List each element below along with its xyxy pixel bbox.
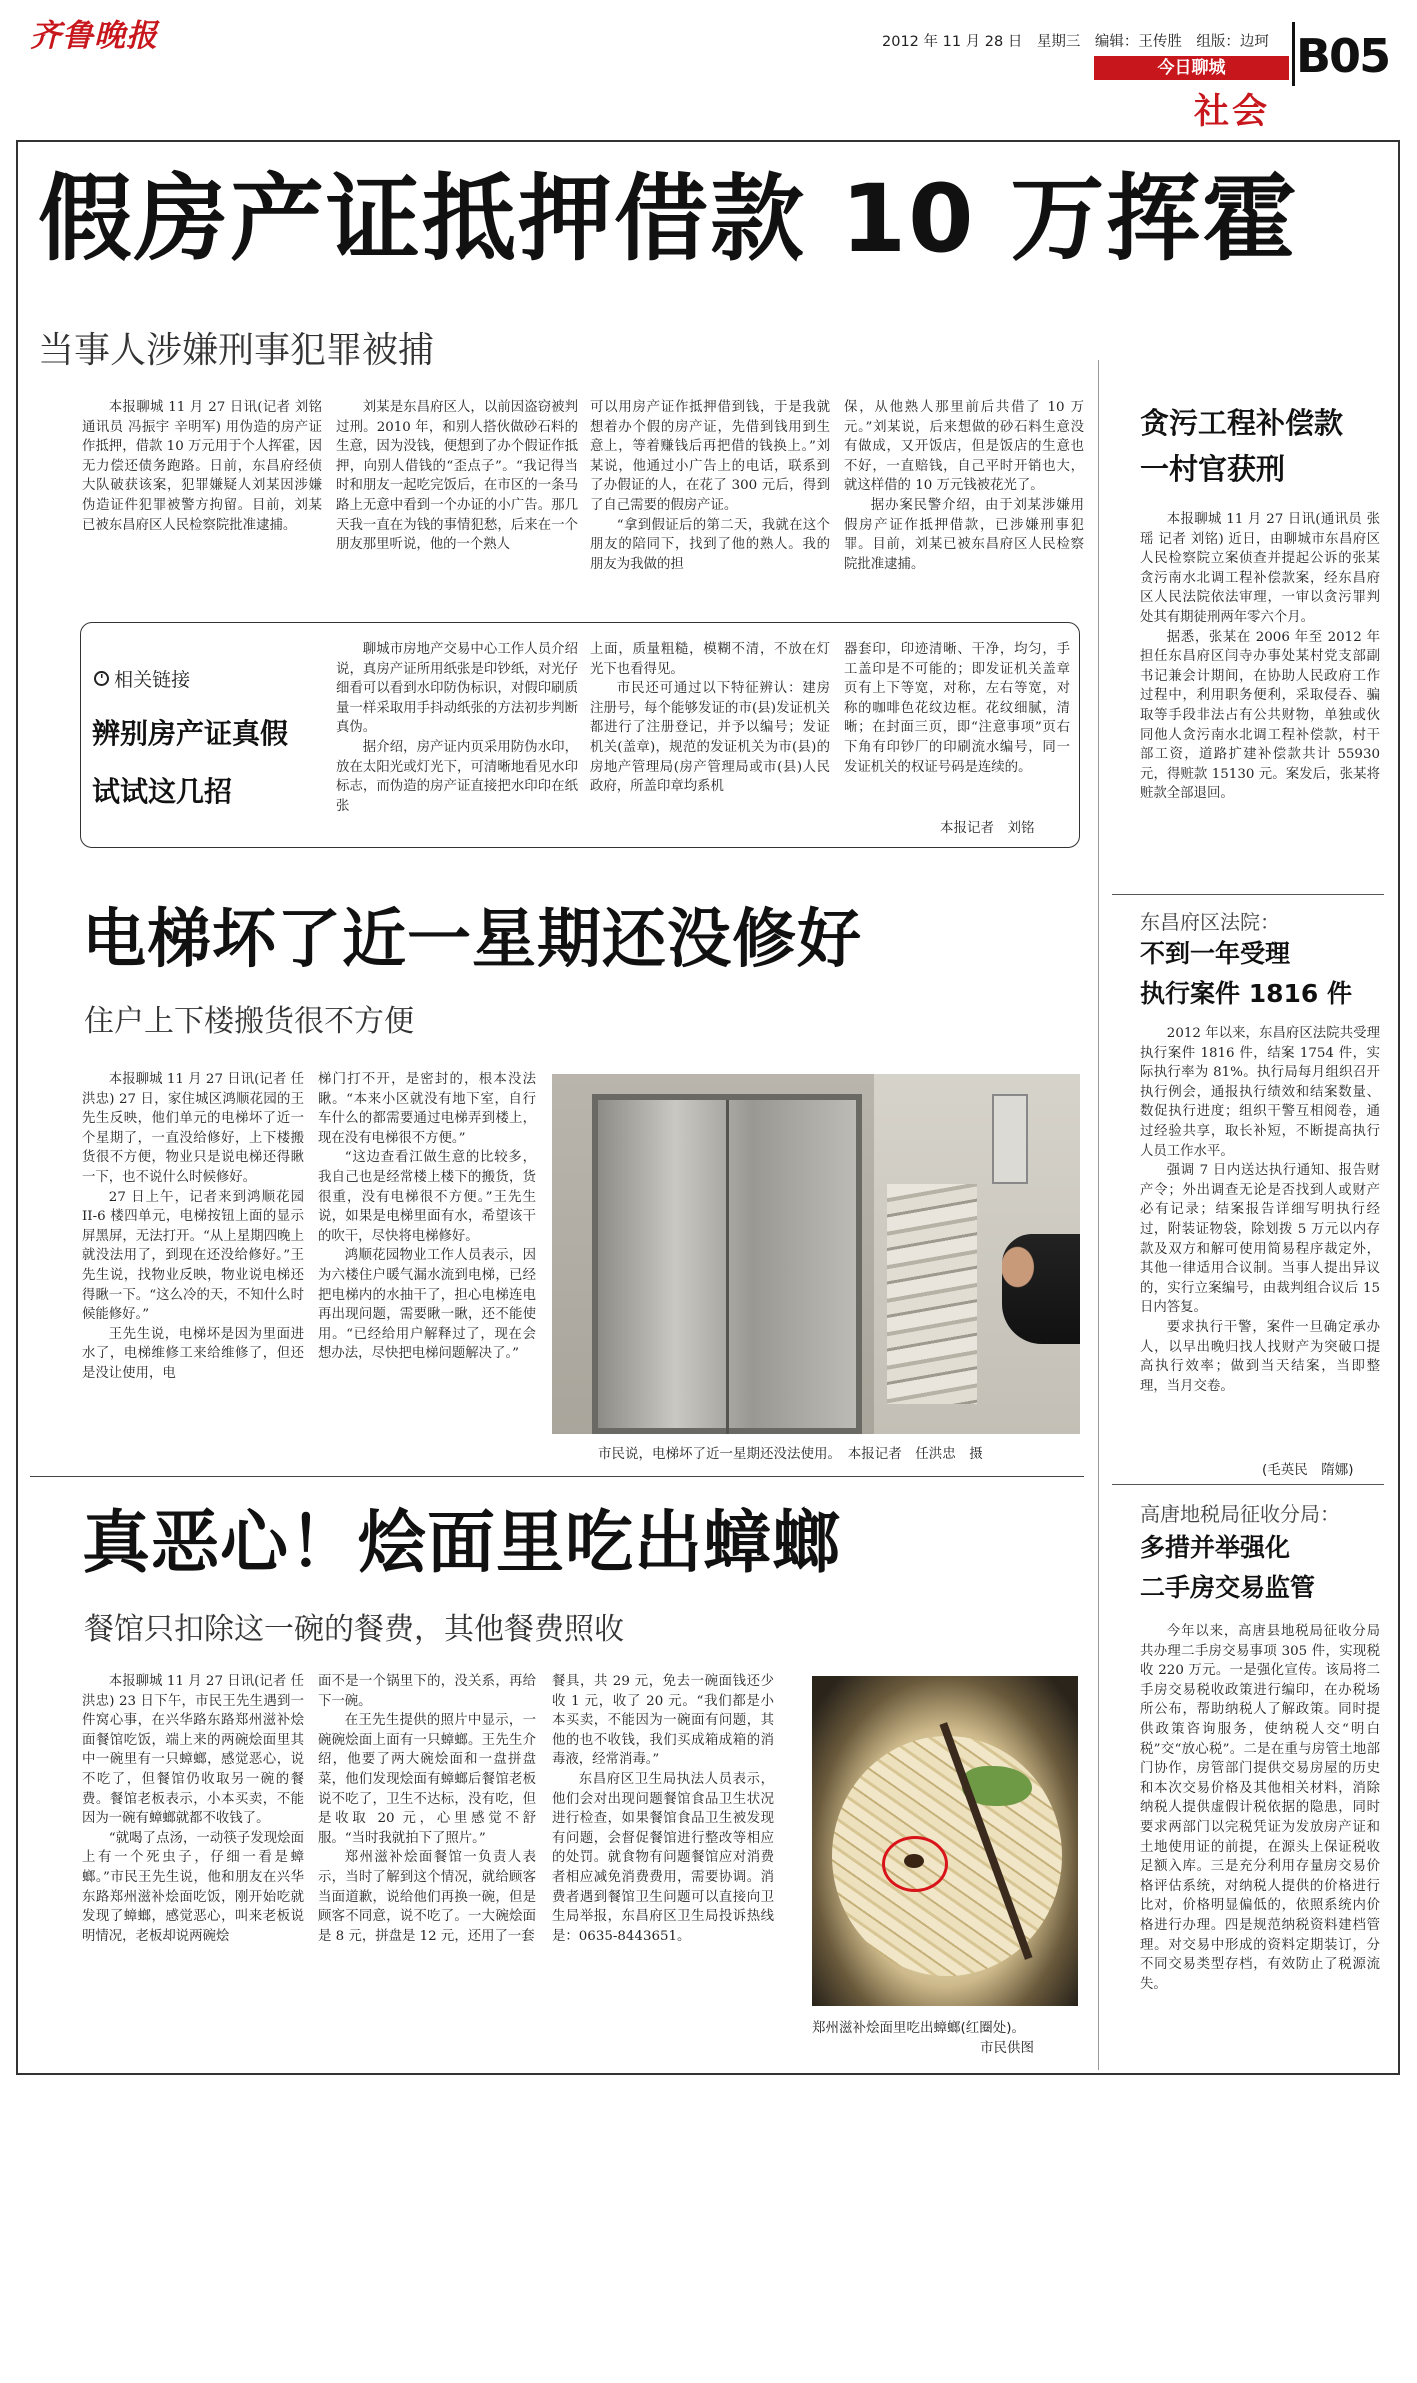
article3-col2 [318,1672,536,2052]
sidebar-story3-title [1140,1528,1390,1608]
sidebar-story1-p1: 本报聊城 11 月 27 日讯(通讯员 张瑶 记者 刘铭) 近日，由聊城市东昌府区人民检察院立案侦查并提起公诉的张某贪污南水北调工程补偿款案，经东昌府区人民法院依法审理，一审以贪污罪判处其有期徒刑两年零六个月。 [1140,512,1380,625]
article1-col3 [590,398,830,608]
article3-col1-p1: 本报聊城 11 月 27 日讯(记者 任洪忠) 23 日下午，市民王先生遇到一件窝心事，在兴华路东路郑州滋补烩面餐馆吃饭，端上来的两碗烩面里其中一碗里有一只蟑螂，感觉恶心，说不吃了，但餐馆仍收取另一碗的餐费。餐馆老板表示，小本买卖，不能因为一碗有蟑螂就都不收钱了。 [82,1674,304,1827]
article1-col3-p2: “拿到假证后的第二天，我就在这个朋友的陪同下，找到了他的熟人。我的朋友为我做的担 [590,517,830,572]
sidebar-story1-title-line1: 贪污工程补偿款 [1140,406,1344,440]
noodle-photo [812,1676,1078,2006]
page-number-rule [1292,22,1295,86]
section-name: 社会 [1194,92,1271,132]
sidebar-story3-body [1140,1622,1380,2062]
sidebar-divider [1098,360,1099,2070]
button-panel [992,1094,1028,1184]
noodles [832,1736,1062,1976]
article2-col1-p2: 27 日上午，记者来到鸿顺花园 II-6 楼四单元，电梯按钮上面的显示屏黑屏，无法打开。“从上星期四晚上就没法用了，到现在还没给修好。”王先生说，找物业反映，物业说电梯还得瞅一下。“这么冷的天，不知什么时候能修好。” [82,1189,304,1323]
article1-col2-p1: 刘某是东昌府区人，以前因盗窃被判过刑。2010 年，和别人搭伙做砂石料的生意，因为没钱，便想到了办个假证作抵押，向别人借钱的“歪点子”。“我记得当时和朋友一起吃完饭后，在市区的一条马路上无意中看到一个办证的小广告。那几天我一直在为钱的事情犯愁，后来在一个朋友那里听说，他的一个熟人 [336,400,578,553]
section-tag [1094,56,1289,80]
sidebar-story1-title [1140,400,1380,492]
related-col3 [844,640,1070,818]
sidebar-story1-body [1140,510,1380,888]
cockroach [904,1854,924,1868]
sidebar-story2-body [1140,1024,1380,1474]
article1-col4-p2: 据办案民警介绍，由于刘某涉嫌用假房产证作抵押借款，已涉嫌刑事犯罪。目前，刘某已被东昌府区人民检察院批准逮捕。 [844,497,1084,572]
related-col3-p1: 器套印，印迹清晰、干净，均匀，手工盖印是不可能的；即发证机关盖章页有上下等宽，对称，左右等宽，对称的咖啡色花纹边框。花纹细腻，清晰；在封面三页，即“注意事项”页右下角有印钞厂的印刷流水编号，同一发证机关的权证号码是连续的。 [844,642,1070,775]
sidebar-story3-p1: 今年以来，高唐县地税局征收分局共办理二手房交易事项 305 件，实现税收 220 万元。一是强化宣传。该局将二手房交易税收政策进行编印，在办税场所公布，帮助纳税人了解政策。同时提供政策咨询服务，使纳税人交“明白税”交“放心税”。二是在重与房管土地部门协作，房管部门提供交易房屋的历史和本次交易价格及其他相关材料，消除纳税人提供虚假计税依据的隐患，同时要求两部门以完税凭证为发放房产证和土地使用证的前提，在源头上保证税收足额入库。三是充分利用存量房交易价格评估系统，对纳税人提供的价格进行比对，价格明显偏低的，依照系统内价格进行办理。四是规范纳税资料建档管理。对交易中形成的资料定期装订，分不同交易类型存档，有效防止了税源流失。 [1140,1624,1380,1992]
article3-col2-p2: 在王先生提供的照片中显示，一碗碗烩面上面有一只蟑螂。王先生介绍，他要了两大碗烩面和一盘拼盘菜，他们发现烩面有蟑螂后餐馆老板说不吃了，卫生不达标，没有吃，但是收取 20 元，心里感觉不舒服。“当时我就拍下了照片。” [318,1713,536,1846]
related-col1-p1: 聊城市房地产交易中心工作人员介绍说，真房产证所用纸张是印钞纸，对光仔细看可以看到水印防伪标识，对假印刷质量一样采取用手抖动纸张的方法初步判断真伪。 [336,642,578,736]
article3-col3-p1: 餐具，共 29 元，免去一碗面钱还少收 1 元，收了 20 元。“我们都是小本买卖，不能因为一碗面有问题，其他的也不收钱，我们买成箱成箱的消毒液，经常消毒。” [552,1674,774,1768]
sidebar-story2-p2: 强调 7 日内送达执行通知、报告财产令；外出调查无论是否找到人或财产必有记录；结案报告详细写明执行经过，附装证物袋，除划拨 5 万元以内存款及双方和解可使用简易程序裁定外，其他一律适用合议制。当事人提出异议的，实行立案编号，由裁判组合议后 15 日内答复。 [1140,1163,1380,1316]
related-col2-p2: 市民还可通过以下特征辨认：建房注册号，每个能够发证的市(县)发证机关都进行了注册登记，并予以编号；发证机关(盖章)，规范的发证机关为市(县)的房地产管理局(房产管理局或市(县)人民政府，所盖印章均系机 [590,681,830,795]
sidebar-story2-kicker: 东昌府区法院： [1140,910,1280,934]
sidebar-story1-title-line2: 一村官获刑 [1140,452,1286,486]
article2-col2-p3: 鸿顺花园物业工作人员表示，因为六楼住户暖气漏水流到电梯，已经把电梯内的水抽干了，担心电梯连电再出现问题，需要瞅一瞅，还不能使用。“已经给用户解释过了，现在会想办法，尽快把电梯问题解决了。” [318,1248,536,1362]
page-number: B05 [1296,29,1390,83]
noodle-photo-caption: 郑州滋补烩面里吃出蟑螂(红圈处)。 [812,2020,1026,2036]
related-byline: 本报记者 刘铭 [940,820,1035,836]
noodle-photo-credit: 市民供图 [980,2040,1034,2056]
article1-col2 [336,398,578,608]
related-col2 [590,640,830,838]
article3-subtitle: 餐馆只扣除这一碗的餐费，其他餐费照收 [84,1612,624,1647]
masthead [0,0,1417,138]
sidebar-story2-title-line1: 不到一年受理 [1140,939,1291,968]
elevator-door-seam [726,1100,729,1434]
elevator-photo-caption: 市民说，电梯坏了近一星期还没法使用。 本报记者 任洪忠 摄 [598,1446,983,1462]
article1-col1-p1: 本报聊城 11 月 27 日讯(记者 刘铭 通讯员 冯振宇 辛明军) 用伪造的房产证作抵押，借款 10 万元用于个人挥霍，因无力偿还债务跑路。日前，东昌府经侦大队破获该案，犯罪嫌疑人刘某因涉嫌伪造证件犯罪被警方拘留。目前，刘某已被东昌府区人民检察院批准逮捕。 [82,400,322,533]
paper-logo: 齐鲁晚报 [30,18,158,54]
article2-col2 [318,1070,536,1466]
related-col2-p1: 上面，质量粗糙，模糊不清，不放在灯光下也看得见。 [590,642,830,677]
article2-col1-p3: 王先生说，电梯坏是因为里面进水了，电梯维修工来给维修了，但还是没让使用，电 [82,1326,304,1381]
notices [887,1184,977,1404]
sidebar-rule-2 [1112,1484,1384,1485]
hand [1002,1234,1080,1344]
article3-col1 [82,1672,304,2052]
related-kicker-row [94,665,190,692]
article1-col3-p1: 可以用房产证作抵押借到钱，于是我就想着办个假的房产证，先借到钱用到生意上，等着赚钱后再把借的钱换上。”刘某说，他通过小广告上的电话，联系到了办假证的人，在花了 300 元后，得到了自己需要的假房产证。 [590,400,830,513]
section-tag-label: 今日聊城 [1157,58,1226,78]
related-kicker: 相关链接 [114,669,191,691]
sidebar-rule-1 [1112,894,1384,895]
article3-col1-p2: “就喝了点汤，一动筷子发现烩面上有一个死虫子，仔细一看是蟑螂。”市民王先生说，他和朋友在兴华东路郑州滋补烩面吃饭，刚开始吃就发现了蟑螂，感觉恶心，叫来老板说明情况，老板却说两碗烩 [82,1830,304,1944]
article2-rule [30,1476,1084,1477]
article3-col2-p1: 面不是一个锅里下的，没关系，再给下一碗。 [318,1674,536,1709]
clock-icon [94,671,109,686]
article3-col2-p3: 郑州滋补烩面餐馆一负责人表示，当时了解到这个情况，就给顾客当面道歉，说给他们再换一碗，但是顾客不同意，说不吃了。一大碗烩面是 8 元，拼盘是 12 元，还用了一套 [318,1850,536,1944]
sidebar-story2-title-line2: 执行案件 1816 件 [1140,979,1352,1008]
article3-col3 [552,1672,774,2052]
article2-col1 [82,1070,304,1466]
article2-col2-p1: 梯门打不开，是密封的，根本没法瞅。“本来小区就没有地下室，自行车什么的都需要通过电梯弄到楼上，现在没有电梯很不方便。” [318,1072,536,1146]
sidebar-story1-p2: 据悉，张某在 2006 年至 2012 年担任东昌府区闫寺办事处某村党支部副书记兼会计期间，在协助人民政府工作过程中，利用职务便利，采取侵吞、骗取等手段非法占有公共财物，单独或伙同他人贪污南水北调工程补偿款，村干部工资，道路扩建补偿款共计 55930 元，得赃款 15130 元。案发后，张某将赃款全部退回。 [1140,629,1380,802]
article1-subtitle: 当事人涉嫌刑事犯罪被捕 [38,330,435,371]
article1-col4 [844,398,1084,608]
article2-subtitle: 住户上下楼搬货很不方便 [84,1004,414,1039]
sidebar-story3-title-line2: 二手房交易监管 [1140,1573,1316,1602]
article2-title: 电梯坏了近一星期还没修好 [82,903,862,977]
article3-col3-p2: 东昌府区卫生局执法人员表示，他们会对出现问题餐馆食品卫生状况进行检查，如果餐馆食品卫生被发现有问题，会督促餐馆进行整改等相应的处罚。就食物有问题餐馆应对消费者相应减免消费费用，需要协调。消费者遇到餐馆卫生问题可以直接向卫生局举报，东昌府区卫生局投诉热线是：0635-8443651。 [552,1771,774,1944]
related-col1 [336,640,578,838]
article1-col1 [82,398,322,608]
related-col1-p2: 据介绍，房产证内页采用防伪水印，放在太阳光或灯光下，可清晰地看见水印标志，而伪造的房产证直接把水印印在纸张 [336,739,578,814]
page-number-box [1296,26,1396,86]
article1-col4-p1: 保，从他熟人那里前后共借了 10 万元。”刘某说，后来想做的砂石料生意没有做成，又开饭店，但是饭店的生意也不好，一直赔钱，自己平时开销也大，就这样借的 10 万元钱被花光了。 [844,400,1084,494]
sidebar-story2-byline: (毛英民 隋娜) [1262,1462,1354,1478]
article2-col2-p2: “这边查看江做生意的比较多，我自己也是经常楼上楼下的搬货，货很重，没有电梯很不方便。”王先生说，如果是电梯里面有水，希望该干的吹干，尽快将电梯修好。 [318,1150,536,1244]
elevator-photo [552,1074,1080,1434]
related-title-line2: 试试这几招 [92,775,233,808]
related-title-line1: 辨别房产证真假 [92,717,289,750]
article3-title: 真恶心！烩面里吃出蟑螂 [82,1504,842,1583]
article1-title: 假房产证抵押借款 10 万挥霍 [38,165,1299,274]
sidebar-story3-kicker: 高唐地税局征收分局： [1140,1502,1340,1526]
article2-col1-p1: 本报聊城 11 月 27 日讯(记者 任洪忠) 27 日，家住城区鸿顺花园的王先生反映，他们单元的电梯坏了近一个星期了，一直没给修好，上下楼搬货很不方便，物业只是说电梯还得瞅一下，也不说什么时候修好。 [82,1072,304,1185]
sidebar-story2-p3: 要求执行干警，案件一旦确定承办人，以早出晚归找人找财产为突破口提高执行效率；做到当天结案，当即整理，当月交卷。 [1140,1319,1380,1394]
sidebar-story2-p1: 2012 年以来，东昌府区法院共受理执行案件 1816 件，结案 1754 件，实际执行率为 81%。执行局每月组织召开执行例会，通报执行绩效和结案数量、数促执行进度；组织干警互相阅卷，通过经验共享，取长补短，不断提高执行人员工作水平。 [1140,1026,1380,1159]
sidebar-story3-title-line1: 多措并举强化 [1140,1533,1291,1562]
sidebar-story2-title [1140,934,1390,1014]
date-line: 2012 年 11 月 28 日 星期三 编辑：王传胜 组版：边珂 [882,34,1269,50]
